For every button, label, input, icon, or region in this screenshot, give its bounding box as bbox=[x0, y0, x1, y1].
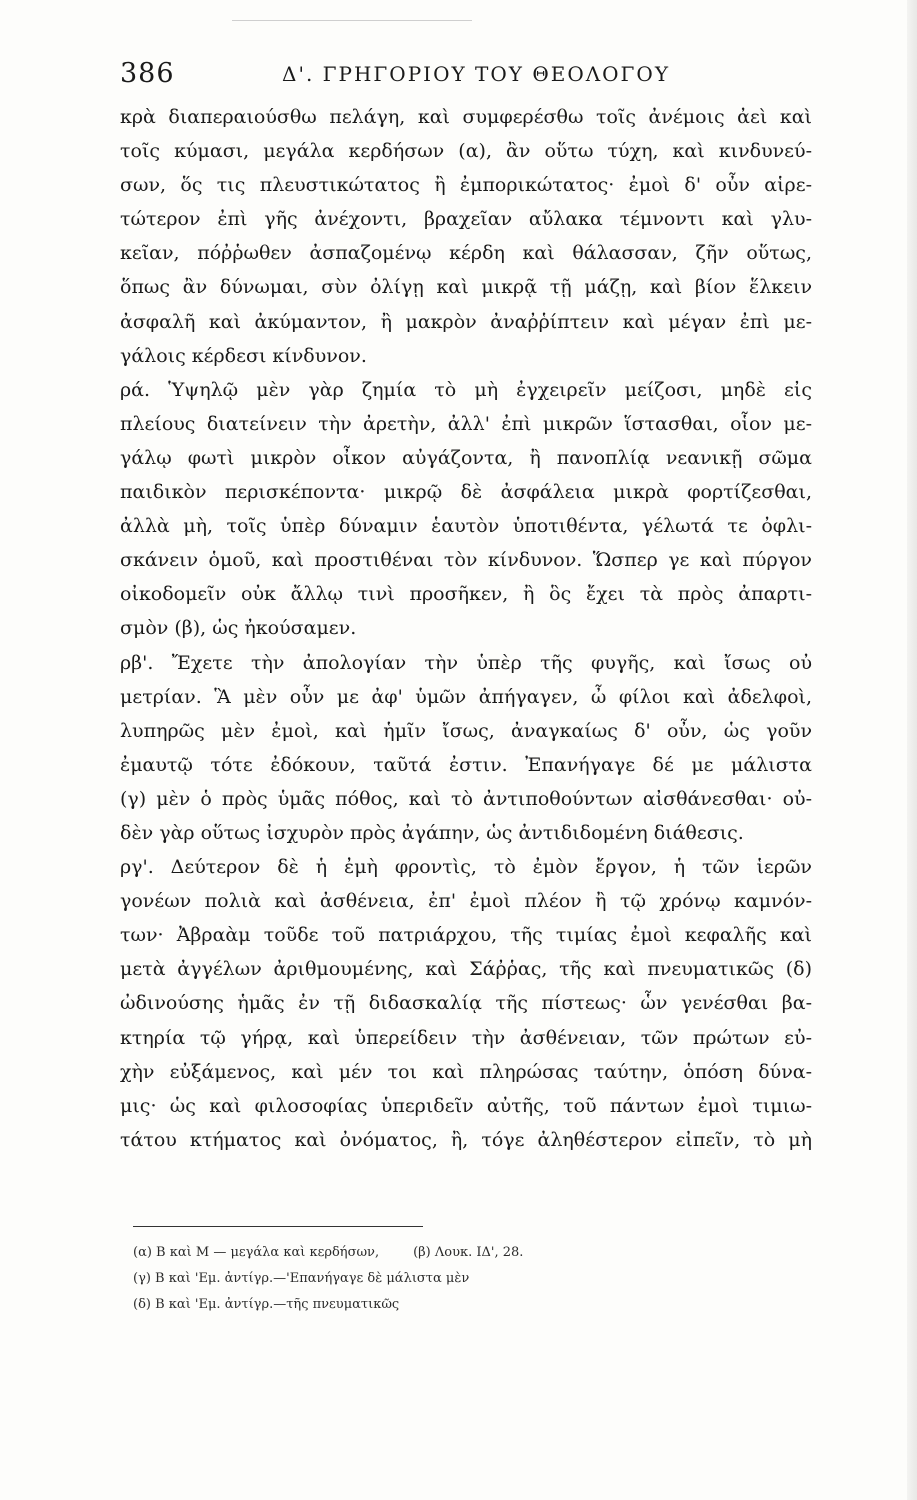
scan-edge-shadow bbox=[907, 0, 917, 1500]
page-header bbox=[120, 56, 810, 96]
text-line: ἐμαυτῷ τότε ἐδόκουν, ταῦτά ἐστιν. Ἐπανήγαγε δέ με μάλιστα bbox=[120, 753, 812, 776]
text-line: δὲν γὰρ οὕτως ἰσχυρὸν πρὸς ἀγάπην, ὡς ἀντιδιδομένη διάθεσις. bbox=[120, 821, 744, 844]
running-head: Δ'. ΓΡΗΓΟΡΙΟΥ ΤΟΥ ΘΕΟΛΟΓΟΥ bbox=[282, 62, 671, 86]
footnote-b: (β) Λουκ. ΙΔ', 28. bbox=[413, 1245, 524, 1260]
text-line: μετὰ ἀγγέλων ἀριθμουμένης, καὶ Σάῤῥας, τῆς καὶ πνευματικῶς (δ) bbox=[120, 958, 812, 981]
text-line: τοῖς κύμασι, μεγάλα κερδήσων (α), ἂν οὕτω τύχη, καὶ κινδυνεύ- bbox=[120, 140, 812, 163]
footnote-d: (δ) B καὶ 'Εμ. ἀντίγρ.—τῆς πνευματικῶς bbox=[133, 1297, 400, 1312]
text-line: πλείους διατείνειν τὴν ἀρετὴν, ἀλλ' ἐπὶ μικρῶν ἵστασθαι, οἷον με- bbox=[120, 412, 812, 435]
body-text bbox=[120, 100, 812, 1157]
text-line: σκάνειν ὁμοῦ, καὶ προστιθέναι τὸν κίνδυνον. Ὥσπερ γε καὶ πύργον bbox=[120, 549, 812, 572]
text-line: χὴν εὐξάμενος, καὶ μέν τοι καὶ πληρώσας ταύτην, ὁπόση δύνα- bbox=[120, 1060, 812, 1083]
text-line: ὠδινούσης ἡμᾶς ἐν τῇ διδασκαλίᾳ τῆς πίστεως· ὧν γενέσθαι βα- bbox=[120, 992, 812, 1015]
footnotes bbox=[133, 1240, 793, 1318]
text-line: σων, ὅς τις πλευστικώτατος ἢ ἐμπορικώτατος· ἐμοὶ δ' οὖν αἱρε- bbox=[120, 174, 812, 197]
footnote-a: (α) B καὶ M — μεγάλα καὶ κερδήσων, bbox=[133, 1245, 380, 1260]
footnote-line bbox=[133, 1240, 793, 1266]
text-line: μις· ὡς καὶ φιλοσοφίας ὑπεριδεῖν αὐτῆς, τοῦ πάντων ἐμοὶ τιμιω- bbox=[120, 1094, 812, 1117]
scan-mark bbox=[232, 20, 472, 21]
text-line: κεῖαν, πόῤῥωθεν ἀσπαζομένῳ κέρδη καὶ θάλασσαν, ζῆν οὕτως, bbox=[120, 242, 812, 265]
text-line: κρὰ διαπεραιούσθω πελάγη, καὶ συμφερέσθω τοῖς ἀνέμοις ἀεὶ καὶ bbox=[120, 106, 812, 128]
text-line: τώτερον ἐπὶ γῆς ἀνέχοντι, βραχεῖαν αὔλακα τέμνοντι καὶ γλυ- bbox=[120, 208, 812, 231]
text-line: κτηρία τῷ γήρᾳ, καὶ ὑπερείδειν τὴν ἀσθένειαν, τῶν πρώτων εὐ- bbox=[120, 1026, 812, 1049]
text-line: γονέων πολιὰ καὶ ἀσθένεια, ἐπ' ἐμοὶ πλέον ἢ τῷ χρόνῳ καμνόν- bbox=[120, 890, 812, 913]
text-line: ργ'. Δεύτερον δὲ ἡ ἐμὴ φροντὶς, τὸ ἐμὸν ἔργον, ἡ τῶν ἱερῶν bbox=[120, 856, 812, 879]
text-line: μετρίαν. Ἃ μὲν οὖν με ἀφ' ὑμῶν ἀπήγαγεν, ὦ φίλοι καὶ ἀδελφοὶ, bbox=[120, 685, 812, 708]
text-line: τάτου κτήματος καὶ ὀνόματος, ἢ, τόγε ἀληθέστερον εἰπεῖν, τὸ μὴ bbox=[120, 1128, 812, 1151]
text-line: ρβ'. Ἔχετε τὴν ἀπολογίαν τὴν ὑπὲρ τῆς φυγῆς, καὶ ἴσως οὐ bbox=[120, 651, 812, 674]
text-line: ἀλλὰ μὴ, τοῖς ὑπὲρ δύναμιν ἑαυτὸν ὑποτιθέντα, γέλωτά τε ὀφλι- bbox=[120, 515, 812, 538]
page-number: 386 bbox=[120, 58, 175, 89]
text-line: ἀσφαλῆ καὶ ἀκύμαντον, ἢ μακρὸν ἀναῤῥίπτειν καὶ μέγαν ἐπὶ με- bbox=[120, 310, 812, 333]
text-line: οἰκοδομεῖν οὐκ ἄλλῳ τινὶ προσῆκεν, ἢ ὃς ἔχει τὰ πρὸς ἀπαρτι- bbox=[120, 583, 812, 606]
text-line: των· Ἀβραὰμ τοῦδε τοῦ πατριάρχου, τῆς τιμίας ἐμοὶ κεφαλῆς καὶ bbox=[120, 924, 812, 947]
footnote-g: (γ) B καὶ 'Εμ. ἀντίγρ.—'Επανήγαγε δὲ μάλιστα μὲν bbox=[133, 1271, 470, 1286]
text-line: λυπηρῶς μὲν ἐμοὶ, καὶ ἡμῖν ἴσως, ἀναγκαίως δ' οὖν, ὡς γοῦν bbox=[120, 719, 812, 742]
text-line: ρά. Ὑψηλῷ μὲν γὰρ ζημία τὸ μὴ ἐγχειρεῖν μείζοσι, μηδὲ εἰς bbox=[120, 378, 812, 401]
text-line: (γ) μὲν ὁ πρὸς ὑμᾶς πόθος, καὶ τὸ ἀντιποθούντων αἰσθάνεσθαι· οὐ- bbox=[120, 787, 812, 810]
text-line: παιδικὸν περισκέποντα· μικρῷ δὲ ἀσφάλεια μικρὰ φορτίζεσθαι, bbox=[120, 481, 812, 504]
text-line: γάλῳ φωτὶ μικρὸν οἶκον αὐγάζοντα, ἢ πανοπλίᾳ νεανικῇ σῶμα bbox=[120, 446, 812, 469]
text-line: ὅπως ἂν δύνωμαι, σὺν ὀλίγῃ καὶ μικρᾷ τῇ μάζῃ, καὶ βίον ἕλκειν bbox=[120, 276, 812, 299]
text-line: σμὸν (β), ὡς ἠκούσαμεν. bbox=[120, 617, 357, 640]
footnote-rule bbox=[133, 1226, 423, 1227]
text-line: γάλοις κέρδεσι κίνδυνον. bbox=[120, 344, 367, 367]
